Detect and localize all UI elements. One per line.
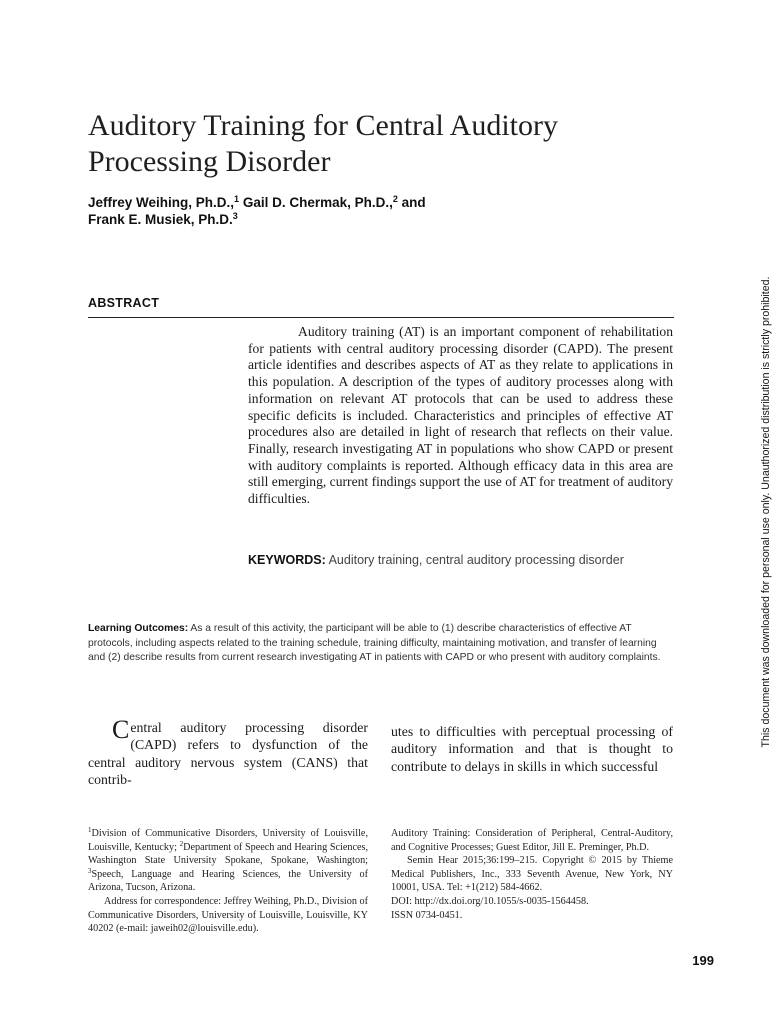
author-name: Jeffrey Weihing, Ph.D., bbox=[88, 195, 235, 210]
affiliation-text: Department of Speech and Hearing Sciences, Washington State University Spokane, Spokane, Washington; bbox=[88, 841, 369, 867]
footnote-publication bbox=[391, 827, 673, 922]
page-number: 199 bbox=[692, 953, 714, 968]
citation: Semin Hear 2015;36:199–215. Copyright © 2015 by Thieme Medical Publishers, Inc., 333 Seventh Avenue, New York, NY 10001, USA. Tel: +1(212) 584-4662. bbox=[391, 855, 673, 894]
body-column-left bbox=[88, 715, 368, 788]
author-list bbox=[88, 194, 648, 228]
abstract-paragraph: Auditory training (AT) is an important component of rehabilitation for patients with central auditory processing disorder (CAPD). The present article identifies and describes aspects of AT as they relate to applications in this population. A description of the types of auditory processes along with information on relevant AT protocols that can be used to address these specific deficits is included. Characteristics and principles of effective AT procedures also are detailed in light of research that reflects on their value. Finally, research investigating AT in populations who show CAPD or present with auditory complaints is reported. Although efficacy data in this area are still emerging, current findings support the use of AT for treatment of auditory difficulties. bbox=[248, 324, 673, 507]
download-notice-text: This document was downloaded for personal use only. Unauthorized distribution is strictly prohibited. bbox=[760, 276, 772, 748]
abstract-text bbox=[248, 324, 673, 508]
title-line-2: Processing Disorder bbox=[88, 145, 331, 178]
author-connector: and bbox=[401, 195, 426, 210]
body-text: entral auditory processing disorder (CAPD) refers to dysfunction of the central auditory nervous system (CANS) that contrib- bbox=[88, 720, 368, 787]
keywords bbox=[248, 552, 668, 569]
learning-outcomes bbox=[88, 622, 673, 666]
drop-cap: C bbox=[112, 715, 130, 744]
affiliation-marker: 1 bbox=[234, 194, 240, 204]
affiliation-number: 1 bbox=[88, 826, 92, 834]
learning-outcomes-text: As a result of this activity, the participant will be able to (1) describe characteristics of effective AT protocols, including aspects related to the training schedule, training difficulty, maintaining motivation, and transfer of learning and (2) describe results from current research investigating AT in patients with CAPD or who present with auditory complaints. bbox=[88, 623, 661, 663]
affiliation-number: 3 bbox=[88, 866, 92, 875]
download-notice bbox=[757, 264, 775, 760]
affiliation-marker: 2 bbox=[392, 194, 398, 204]
footnote-affiliations bbox=[88, 827, 368, 936]
affiliation-text: Speech, Language and Hearing Sciences, the University of Arizona, Tucson, Arizona. bbox=[88, 868, 368, 894]
issn: ISSN 0734-0451. bbox=[391, 909, 463, 921]
author-name: Frank E. Musiek, Ph.D. bbox=[88, 212, 233, 227]
body-text: utes to difficulties with perceptual processing of auditory information and that is thought to contribute to delays in skills in which successful bbox=[391, 724, 673, 774]
issue-info: Auditory Training: Consideration of Peripheral, Central-Auditory, and Cognitive Processes; Guest Editor, Jill E. Preminger, Ph.D. bbox=[391, 828, 673, 853]
keywords-text: Auditory training, central auditory processing disorder bbox=[328, 553, 624, 567]
title-line-1: Auditory Training for Central Auditory bbox=[88, 109, 558, 142]
affiliation-number: 2 bbox=[179, 839, 184, 848]
learning-outcomes-label: Learning Outcomes: bbox=[88, 623, 189, 634]
keywords-label: KEYWORDS: bbox=[248, 553, 326, 567]
doi: DOI: http://dx.doi.org/10.1055/s-0035-1564458. bbox=[391, 895, 589, 907]
affiliation-marker: 3 bbox=[232, 211, 238, 221]
article-title bbox=[88, 108, 688, 180]
abstract-heading: ABSTRACT bbox=[88, 296, 160, 310]
body-column-right bbox=[391, 723, 673, 775]
author-name: Gail D. Chermak, Ph.D., bbox=[242, 195, 393, 210]
affiliation-text: Division of Communicative Disorders, University of Louisville, Louisville, Kentucky; bbox=[88, 828, 368, 853]
correspondence-address: Address for correspondence: Jeffrey Weihing, Ph.D., Division of Communicative Disorders, University of Louisville, Louisville, KY 40202 (e-mail: jaweih02@louisville.edu). bbox=[88, 895, 368, 935]
section-divider bbox=[88, 317, 674, 318]
